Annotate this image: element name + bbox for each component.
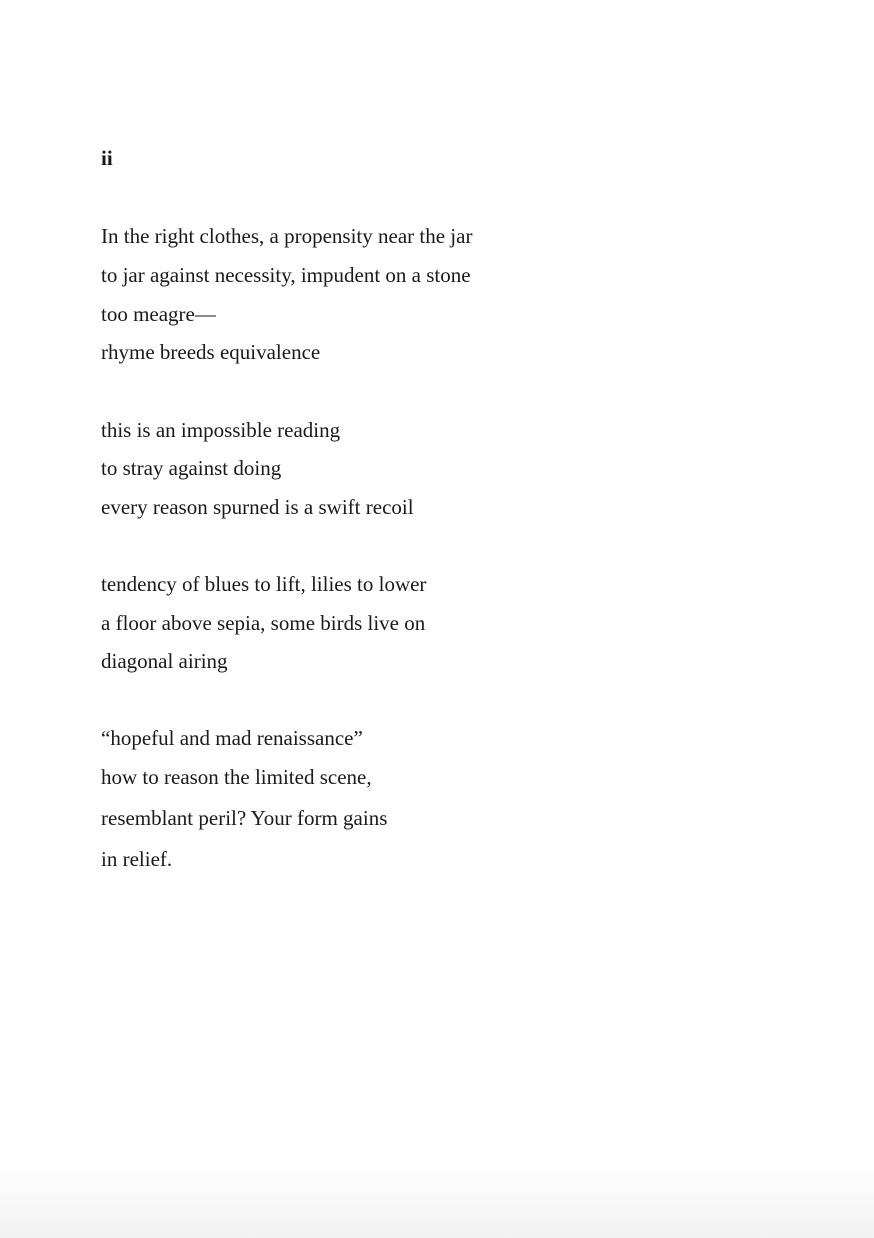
poem-line: to stray against doing xyxy=(101,456,282,480)
poem-line: every reason spurned is a swift recoil xyxy=(101,495,414,519)
poem-line: in relief. xyxy=(101,847,173,871)
section-heading: ii xyxy=(101,146,113,170)
poem-line: “hopeful and mad renaissance” xyxy=(101,726,363,750)
poem-line: this is an impossible reading xyxy=(101,418,341,442)
poem-line: a floor above sepia, some birds live on xyxy=(101,611,426,635)
poem-line: to jar against necessity, impudent on a stone xyxy=(101,263,471,287)
poem-line: tendency of blues to lift, lilies to lower xyxy=(101,572,427,596)
poem-line: resemblant peril? Your form gains xyxy=(101,806,388,830)
poem-line: rhyme breeds equivalence xyxy=(101,340,321,364)
poem-line: how to reason the limited scene, xyxy=(101,765,372,789)
poem-line: too meagre— xyxy=(101,302,216,326)
poem-line: diagonal airing xyxy=(101,649,228,673)
poem-line: In the right clothes, a propensity near the jar xyxy=(101,224,473,248)
